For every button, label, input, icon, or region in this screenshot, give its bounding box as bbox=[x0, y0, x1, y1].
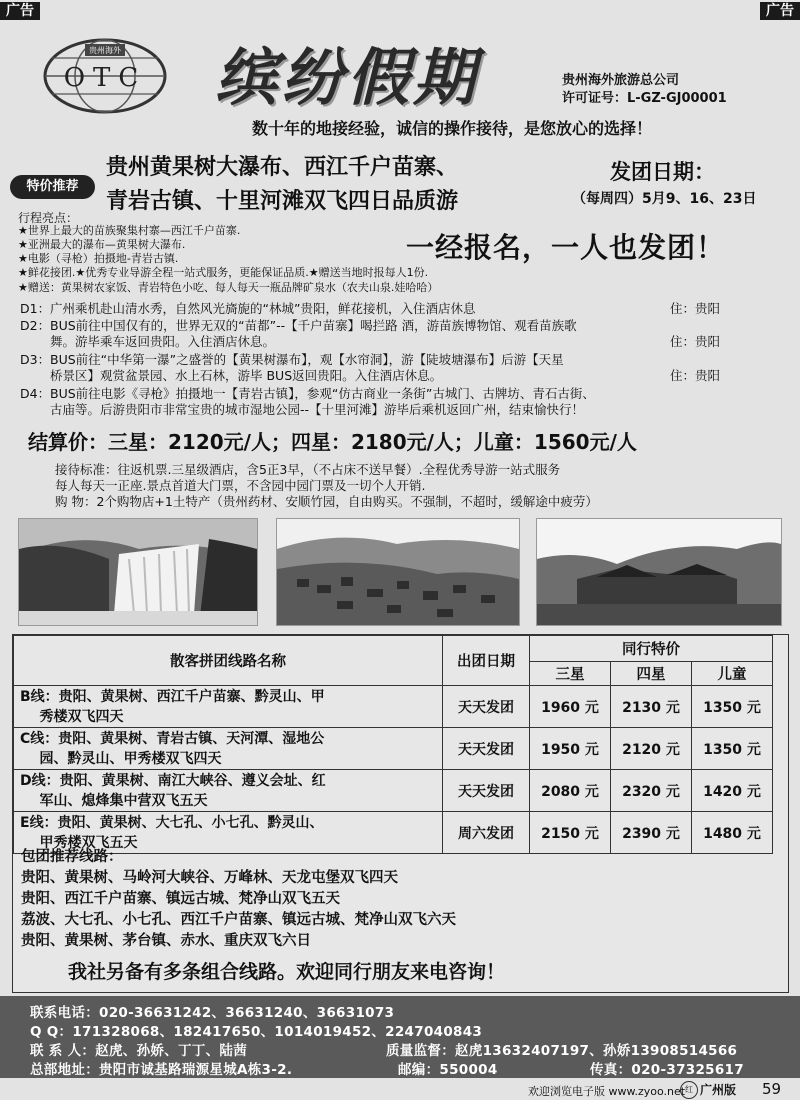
col-header-price: 同行特价 bbox=[530, 636, 773, 662]
departure-heading: 发团日期： bbox=[610, 160, 715, 184]
day-stay: 住：贵阳 bbox=[669, 368, 720, 383]
otc-globe-logo bbox=[40, 36, 170, 116]
tour-title-line1: 贵州黄果树大瀑布、西江千户苗寨、 bbox=[106, 155, 459, 180]
tour-title-line2: 青岩古镇、十里河滩双飞四日品质游 bbox=[106, 189, 459, 214]
day-text: BUS前往“中华第一瀑”之盛誉的【黄果树瀑布】，观【水帘洞】，游【陡坡塘瀑布】后游【天星 bbox=[50, 352, 564, 367]
ad-label-left: 广告 bbox=[0, 2, 40, 20]
page-number: 59 bbox=[762, 1080, 782, 1098]
day-label: D1： bbox=[20, 301, 51, 316]
price-4star: 2390 元 bbox=[611, 812, 692, 854]
day-text: 古庙等。后游贵阳市非常宝贵的城市湿地公园--【十里河滩】游毕后乘机返回广州，结束愉快行！ bbox=[50, 402, 585, 417]
address-row bbox=[30, 1058, 790, 1078]
col-header-route: 散客拼团线路名称 bbox=[14, 636, 443, 686]
price-3star: 1960 元 bbox=[530, 686, 611, 728]
edition-label: 广州版 bbox=[700, 1083, 737, 1097]
route-date: 周六发团 bbox=[443, 812, 530, 854]
itinerary-day-4 bbox=[20, 386, 790, 418]
contact-phone: 联系电话：020-36631242、36631240、36631073 bbox=[30, 1005, 395, 1021]
route-name: C线：贵阳、黄果树、青岩古镇、天河潭、湿地公 园、黔灵山、甲秀楼双飞四天 bbox=[14, 728, 443, 770]
charter-route: 贵阳、西江千户苗寨、镇远古城、梵净山双飞五天 bbox=[21, 891, 340, 907]
highlight-item: ★亚洲最大的瀑布—黄果树大瀑布. bbox=[18, 238, 186, 251]
day-text: 广州乘机赴山清水秀，自然风光旖旎的“林城”贵阳，鲜花接机，入住酒店休息 bbox=[50, 301, 476, 316]
price-4star: 2120 元 bbox=[611, 728, 692, 770]
col-header-4star: 四星 bbox=[611, 662, 692, 686]
charter-routes bbox=[21, 847, 456, 952]
service-standard: 每人每天一正座.景点首道大门票，不含园中园门票及一切个人开销. bbox=[55, 478, 426, 493]
photo-qingyan-town bbox=[536, 518, 782, 626]
price-4star: 2320 元 bbox=[611, 770, 692, 812]
table-row bbox=[14, 770, 773, 812]
col-header-date: 出团日期 bbox=[443, 636, 530, 686]
logo-cn-text: 贵州海外 bbox=[89, 46, 121, 55]
price-child: 1480 元 bbox=[692, 812, 773, 854]
highlights-title: 行程亮点： bbox=[18, 211, 79, 225]
ad-label-right: 广告 bbox=[760, 2, 800, 20]
slogan-one-person-tour: 一经报名，一人也发团！ bbox=[406, 231, 726, 264]
service-standard: 购 物：2个购物店+1土特产（贵州药材、安顺竹园，自由购买。不强制，不超时，缓解途中疲劳） bbox=[55, 494, 598, 509]
price-4star: 2130 元 bbox=[611, 686, 692, 728]
price-3star: 2150 元 bbox=[530, 812, 611, 854]
price-child: 1420 元 bbox=[692, 770, 773, 812]
price-child: 1350 元 bbox=[692, 728, 773, 770]
company-info bbox=[562, 72, 727, 108]
fax: 传真：020-37325617 bbox=[590, 1062, 744, 1078]
charter-title: 包团推荐线路： bbox=[21, 849, 123, 865]
route-name: B线：贵阳、黄果树、西江千户苗寨、黔灵山、甲 秀楼双飞四天 bbox=[14, 686, 443, 728]
table-row bbox=[14, 728, 773, 770]
col-header-3star: 三星 bbox=[530, 662, 611, 686]
route-name: E线：贵阳、黄果树、大七孔、小七孔、黔灵山、 甲秀楼双飞五天 bbox=[14, 812, 443, 854]
route-date: 天天发团 bbox=[443, 728, 530, 770]
price-child: 1350 元 bbox=[692, 686, 773, 728]
day-stay: 住：贵阳 bbox=[669, 334, 720, 349]
headline: 缤纷假期 bbox=[215, 41, 480, 114]
day-stay: 住：贵阳 bbox=[669, 301, 720, 316]
day-text: BUS前往电影《寻枪》拍摄地一【青岩古镇】，参观“仿古商业一条街”古城门、古牌坊、青石古街、 bbox=[50, 386, 595, 401]
charter-route: 荔波、大七孔、小七孔、西江千户苗寨、镇远古城、梵净山双飞六天 bbox=[21, 912, 456, 928]
postcode: 邮编：550004 bbox=[398, 1062, 498, 1078]
edition-logo-icon: 红 bbox=[680, 1081, 698, 1099]
highlight-item: ★电影（寻枪）拍摄地-青岩古镇. bbox=[18, 252, 179, 265]
quality-supervision: 质量监督：赵虎13632407197、孙娇13908514566 bbox=[386, 1043, 738, 1059]
special-offer-badge: 特价推荐 bbox=[10, 175, 95, 199]
service-standard: 接待标准：往返机票.三星级酒店，含5正3早，（不占床不送早餐）.全程优秀导游一站式服务 bbox=[55, 462, 561, 477]
price-3star: 2080 元 bbox=[530, 770, 611, 812]
contact-qq: Q Q：171328068、182417650、1014019452、2247040843 bbox=[30, 1024, 483, 1040]
itinerary-day-2 bbox=[20, 318, 790, 350]
route-table bbox=[13, 635, 773, 854]
highlight-item: ★鲜花接团.★优秀专业导游全程一站式服务，更能保证品质.★赠送当地时报每人1份. bbox=[18, 266, 429, 279]
highlight-item: ★赠送：黄果树农家饭、青岩特色小吃、每人每天一瓶品牌矿泉水（农夫山泉.娃哈哈） bbox=[18, 281, 439, 294]
contact-persons: 联 系 人：赵虎、孙娇、丁丁、陆茜 bbox=[30, 1043, 247, 1059]
route-price-box bbox=[12, 634, 789, 993]
route-date: 天天发团 bbox=[443, 686, 530, 728]
contact-footer bbox=[0, 996, 800, 1078]
day-label: D2： bbox=[20, 318, 51, 333]
hq-address: 总部地址：贵阳市诚基路瑞源星城A栋3-2. bbox=[30, 1062, 293, 1078]
page-bottom-bar bbox=[0, 1080, 800, 1100]
photo-miao-village bbox=[276, 518, 520, 626]
company-name: 贵州海外旅游总公司 bbox=[562, 73, 680, 88]
settlement-prices: 结算价：三星：2120元/人；四星：2180元/人；儿童：1560元/人 bbox=[28, 430, 637, 454]
day-text: 舞。游毕乘车返回贵阳。入住酒店休息。 bbox=[50, 334, 276, 349]
day-label: D4： bbox=[20, 386, 51, 401]
price-3star: 1950 元 bbox=[530, 728, 611, 770]
day-text: BUS前往中国仅有的，世界无双的“苗都”--【千户苗寨】喝拦路 酒，游苗族博物馆、观看苗族歌 bbox=[50, 318, 577, 333]
photo-waterfall bbox=[18, 518, 258, 626]
itinerary-day-3 bbox=[20, 352, 790, 384]
charter-route: 贵阳、黄果树、马岭河大峡谷、万峰林、天龙屯堡双飞四天 bbox=[21, 870, 398, 886]
route-date: 天天发团 bbox=[443, 770, 530, 812]
itinerary-day-1 bbox=[20, 301, 790, 317]
table-row bbox=[14, 686, 773, 728]
contact-row bbox=[30, 1039, 790, 1059]
departure-dates: （每周四）5月9、16、23日 bbox=[572, 191, 757, 207]
col-header-child: 儿童 bbox=[692, 662, 773, 686]
day-text: 桥景区】观赏盆景园、水上石林，游毕 BUS返回贵阳。入住酒店休息。 bbox=[50, 368, 443, 383]
day-label: D3： bbox=[20, 352, 51, 367]
charter-route: 贵阳、黄果树、茅台镇、赤水、重庆双飞六日 bbox=[21, 933, 311, 949]
license-number: 许可证号：L-GZ-GJ00001 bbox=[562, 91, 727, 106]
highlight-item: ★世界上最大的苗族聚集村寨—西江千户苗寨. bbox=[18, 224, 241, 237]
logo-letters: OTC bbox=[63, 63, 147, 93]
closing-message: 我社另备有多条组合线路。欢迎同行朋友来电咨询！ bbox=[68, 961, 506, 983]
route-name: D线：贵阳、黄果树、南江大峡谷、遵义会址、红 军山、熄烽集中营双飞五天 bbox=[14, 770, 443, 812]
slogan: 数十年的地接经验，诚信的操作接待，是您放心的选择！ bbox=[252, 119, 653, 138]
website-text: 欢迎浏览电子版 www.zyoo.net bbox=[528, 1085, 686, 1098]
